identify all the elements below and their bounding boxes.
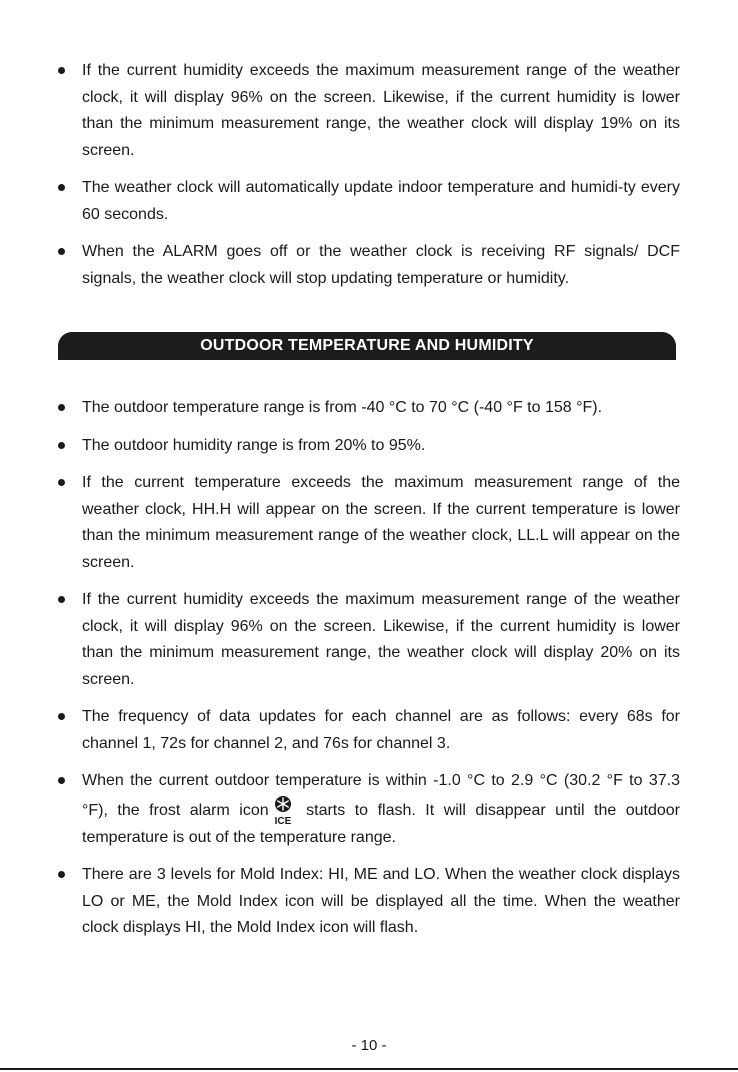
bullet-text: If the current humidity exceeds the maximum measurement range of the weather clock, it will display 96% on the screen. Likewise, if the current humidity is lower than the minimum measurement range, the weather clock will display 19% on its screen. (82, 62, 680, 159)
bullet-icon (58, 479, 65, 486)
bullet-text: The weather clock will automatically update indoor temperature and humidi-ty every 60 seconds. (82, 179, 680, 223)
snowflake-icon (271, 795, 295, 825)
page-number: - 10 - (351, 1037, 387, 1054)
bullet-text: The outdoor humidity range is from 20% to 95%. (82, 436, 426, 454)
list-item (52, 239, 680, 292)
list-item (52, 704, 680, 757)
ice-label: ICE (274, 815, 291, 825)
indoor-notes-list (52, 58, 680, 292)
bullet-icon (58, 596, 65, 603)
list-item (52, 768, 680, 851)
section-heading: OUTDOOR TEMPERATURE AND HUMIDITY (58, 332, 676, 360)
bullet-icon (58, 777, 65, 784)
bullet-icon (58, 67, 65, 74)
page-divider (0, 1068, 738, 1070)
bullet-text: starts to flash. It will disappear until the outdoor temperature is out of the temperature range. (82, 801, 681, 846)
bullet-text: The outdoor temperature range is from -40 °C to 70 °C (-40 °F to 158 °F). (82, 399, 603, 416)
bullet-text: The frequency of data updates for each channel are as follows: every 68s for channel 1, 72s for channel 2, and 76s for channel 3. (82, 708, 680, 752)
bullet-text: If the current temperature exceeds the maximum measurement range of the weather clock, HH.H will appear on the screen. If the current temperature is lower than the minimum measurement range of the weather clock, LL.L will appear on the screen. (82, 474, 680, 571)
list-item (52, 395, 680, 422)
list-item (52, 175, 680, 228)
list-item (52, 58, 680, 164)
bullet-icon (58, 404, 65, 411)
outdoor-notes-list (52, 395, 680, 942)
list-item (52, 587, 680, 693)
bullet-text: When the ALARM goes off or the weather clock is receiving RF signals/ DCF signals, the weather clock will stop updating temperature or humidity. (82, 243, 680, 287)
frost-alarm-icon (271, 795, 295, 825)
bullet-icon (58, 713, 65, 720)
bullet-icon (58, 871, 65, 878)
bullet-text: There are 3 levels for Mold Index: HI, ME and LO. When the weather clock displays LO or ME, the Mold Index icon will be displayed all the time. When the weather clock displays HI, the Mold Index icon will flash. (82, 866, 680, 936)
list-item (52, 470, 680, 576)
bullet-icon (58, 248, 65, 255)
bullet-icon (58, 442, 65, 449)
bullet-text: When the current outdoor temperature is within -1.0 °C to 2.9 °C (30.2 °F to 37.3 °F), the frost alarm icon (82, 772, 680, 819)
list-item (52, 433, 680, 460)
list-item (52, 862, 680, 942)
bullet-text: If the current humidity exceeds the maximum measurement range of the weather clock, it will display 96% on the screen. Likewise, if the current humidity is lower than the minimum measurement range, the weather clock will display 20% on its screen. (82, 591, 680, 688)
bullet-icon (58, 184, 65, 191)
